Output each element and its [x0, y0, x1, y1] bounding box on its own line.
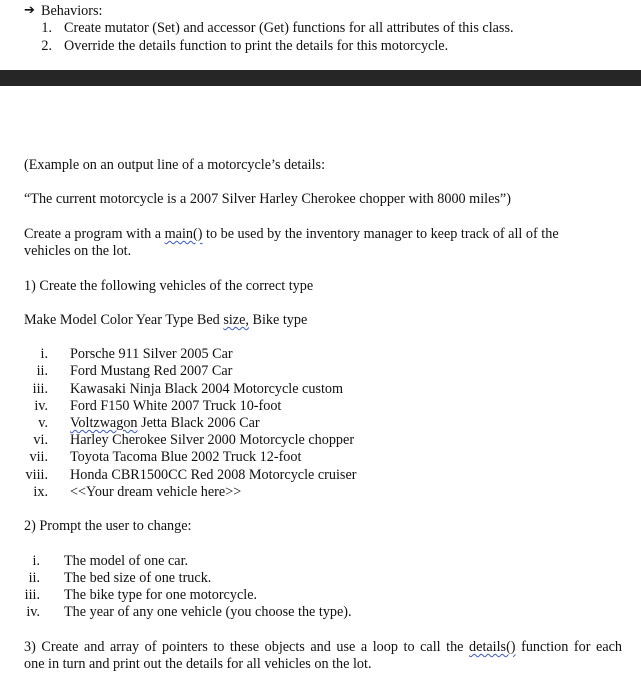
section-divider [0, 70, 641, 86]
vehicle-number: vii. [29, 449, 48, 465]
section3-line-2: one in turn and print out the details for all vehicles on the lot. [24, 656, 372, 672]
column-header-text: Make Model Color Year Type Bed [24, 312, 224, 328]
program-text: to be used by the inventory manager to keep track of all of the [202, 226, 559, 242]
section1-heading: 1) Create the following vehicles of the correct type [24, 278, 314, 294]
vehicle-number: viii. [25, 467, 48, 483]
vehicle-item: Ford Mustang Red 2007 Car [70, 363, 233, 379]
section3-text: function for each [521, 639, 623, 655]
behavior-number: 1. [41, 20, 52, 36]
vehicle-number: vi. [33, 432, 48, 448]
vehicle-number: ii. [36, 363, 48, 379]
prompt-number: iv. [26, 604, 40, 620]
arrow-icon: ➔ [24, 3, 35, 18]
vehicle-make: Voltzwagon [70, 415, 138, 431]
example-intro: (Example on an output line of a motorcycle’s details: [24, 157, 326, 173]
vehicle-number: ix. [33, 484, 48, 500]
prompt-item: The year of any one vehicle (you choose the type). [64, 604, 352, 620]
section3-text: 3) Create and array of pointers to these objects and use a loop to call the [24, 639, 464, 655]
vehicle-item: Porsche 911 Silver 2005 Car [70, 346, 233, 362]
vehicle-number: iii. [32, 381, 48, 397]
vehicle-item: Honda CBR1500CC Red 2008 Motorcycle cruiser [70, 467, 357, 483]
section3-line-1 [24, 639, 622, 656]
vehicle-item: Kawasaki Ninja Black 2004 Motorcycle custom [70, 381, 344, 397]
vehicle-number: i. [40, 346, 48, 362]
column-header-line [24, 312, 307, 329]
vehicle-number: iv. [34, 398, 48, 414]
section2-heading: 2) Prompt the user to change: [24, 518, 192, 534]
prompt-number: ii. [28, 570, 40, 586]
vehicle-number: v. [38, 415, 48, 431]
program-line-2: vehicles on the lot. [24, 243, 132, 259]
behavior-number: 2. [41, 38, 52, 54]
prompt-number: iii. [24, 587, 40, 603]
details-function-ref: details() [469, 639, 516, 655]
main-function-ref: main() [164, 226, 203, 242]
prompt-item: The bed size of one truck. [64, 570, 212, 586]
vehicle-item [70, 415, 260, 432]
size-word: size, [223, 312, 249, 328]
prompt-number: i. [32, 553, 40, 569]
example-quote: “The current motorcycle is a 2007 Silver Harley Cherokee chopper with 8000 miles”) [24, 191, 511, 207]
program-line-1 [24, 226, 559, 243]
behaviors-title: Behaviors: [41, 3, 103, 19]
prompt-item: The bike type for one motorcycle. [64, 587, 258, 603]
behavior-item: Override the details function to print the details for this motorcycle. [64, 38, 449, 54]
vehicle-item: Toyota Tacoma Blue 2002 Truck 12-foot [70, 449, 302, 465]
vehicle-item: Harley Cherokee Silver 2000 Motorcycle chopper [70, 432, 355, 448]
prompt-item: The model of one car. [64, 553, 189, 569]
behavior-item: Create mutator (Set) and accessor (Get) functions for all attributes of this class. [64, 20, 514, 36]
program-text: Create a program with a [24, 226, 165, 242]
vehicle-rest: Jetta Black 2006 Car [137, 415, 260, 431]
vehicle-item: Ford F150 White 2007 Truck 10-foot [70, 398, 282, 414]
vehicle-item: <<Your dream vehicle here>> [70, 484, 242, 500]
column-header-text: Bike type [248, 312, 308, 328]
